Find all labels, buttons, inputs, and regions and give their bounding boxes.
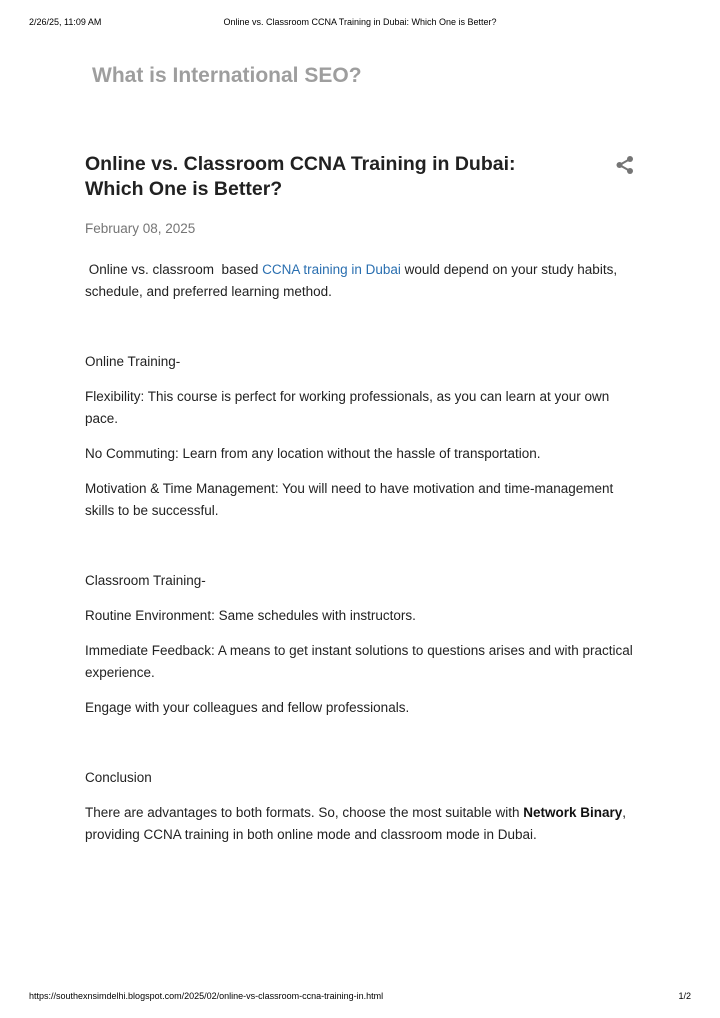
online-heading: Online Training- — [85, 354, 181, 369]
intro-text-before-link: Online vs. classroom based — [85, 262, 263, 277]
spacer — [85, 732, 635, 767]
post-date: February 08, 2025 — [85, 221, 196, 236]
intro-paragraph — [85, 259, 635, 303]
classroom-point: Immediate Feedback: A means to get instant solutions to questions arises and with practical experience. — [85, 643, 633, 680]
conclusion-heading: Conclusion — [85, 770, 152, 785]
network-binary-bold: Network Binary — [523, 805, 623, 820]
print-page-number: 1/2 — [678, 991, 691, 1001]
conclusion-text-end: , providing CCNA training in both online mode and classroom mode in Dubai. — [85, 805, 627, 842]
share-icon[interactable] — [615, 155, 635, 175]
print-url: https://southexnsimdelhi.blogspot.com/2025/02/online-vs-classroom-ccna-training-in.html — [29, 991, 384, 1001]
online-point: Motivation & Time Management: You will need to have motivation and time-management skills to be successful. — [85, 481, 614, 518]
print-header — [0, 17, 720, 31]
print-footer — [0, 991, 720, 1005]
blog-name-link[interactable]: What is International SEO? — [92, 64, 362, 87]
classroom-heading: Classroom Training- — [85, 573, 206, 588]
print-document-title: Online vs. Classroom CCNA Training in Dubai: Which One is Better? — [223, 17, 497, 27]
print-datetime: 2/26/25, 11:09 AM — [29, 17, 102, 27]
classroom-point: Routine Environment: Same schedules with instructors. — [85, 608, 416, 623]
online-point: No Commuting: Learn from any location without the hassle of transportation. — [85, 446, 541, 461]
ccna-training-link[interactable]: CCNA training in Dubai — [262, 262, 401, 277]
conclusion-paragraph — [85, 802, 635, 846]
conclusion-text: There are advantages to both formats. So, choose the most suitable with — [85, 805, 524, 820]
intro-text-after-link: would depend on your study habits, schedule, and preferred learning method. — [85, 262, 618, 299]
post-body — [85, 259, 635, 846]
spacer — [85, 535, 635, 570]
online-point: Flexibility: This course is perfect for working professionals, as you can learn at your own pace. — [85, 389, 610, 426]
classroom-point: Engage with your colleagues and fellow professionals. — [85, 700, 410, 715]
spacer — [85, 316, 635, 351]
blog-post — [85, 152, 635, 859]
post-title: Online vs. Classroom CCNA Training in Dubai: Which One is Better? — [85, 153, 516, 200]
